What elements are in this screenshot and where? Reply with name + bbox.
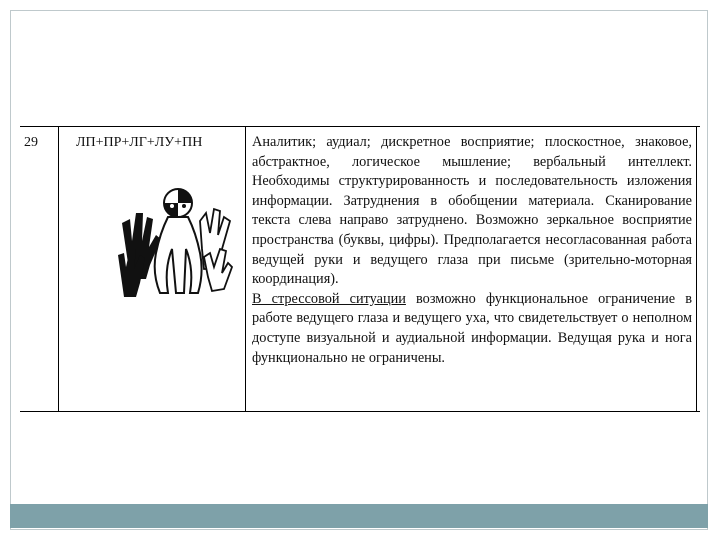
footer-bar — [10, 504, 708, 528]
stress-text: возможно функциональное ограничение в работе ведущего глаза и ведущего уха, что свидетельствует о неполном доступе визуальной и аудиальной информации. Ведущая рука и нога функционально не ограничены. — [252, 290, 692, 366]
profile-table — [20, 126, 700, 412]
column-divider — [696, 127, 697, 411]
column-divider — [58, 127, 59, 411]
stress-label: В стрессовой ситуации — [252, 290, 406, 307]
profile-description — [252, 133, 692, 368]
row-number: 29 — [24, 135, 38, 150]
description-text: Аналитик; аудиал; дискретное восприятие; плоскостное, знаковое, абстрактное, логическое мышление; вербальный интеллект. Необходимы структурированность и последовательность изложения информации. Затруднения в обобщении материала. Сканирование текста слева направо затруднено. Возможно зеркальное восприятие пространства (буквы, цифры). Предполагается несогласованная работа ведущей руки и ведущего глаза при письме (зрительно-моторная координация). — [252, 134, 692, 288]
column-divider — [245, 127, 246, 411]
brain-profile-figure-icon — [116, 183, 236, 303]
stress-paragraph — [252, 290, 692, 368]
profile-formula: ЛП+ПР+ЛГ+ЛУ+ПН — [76, 135, 203, 150]
